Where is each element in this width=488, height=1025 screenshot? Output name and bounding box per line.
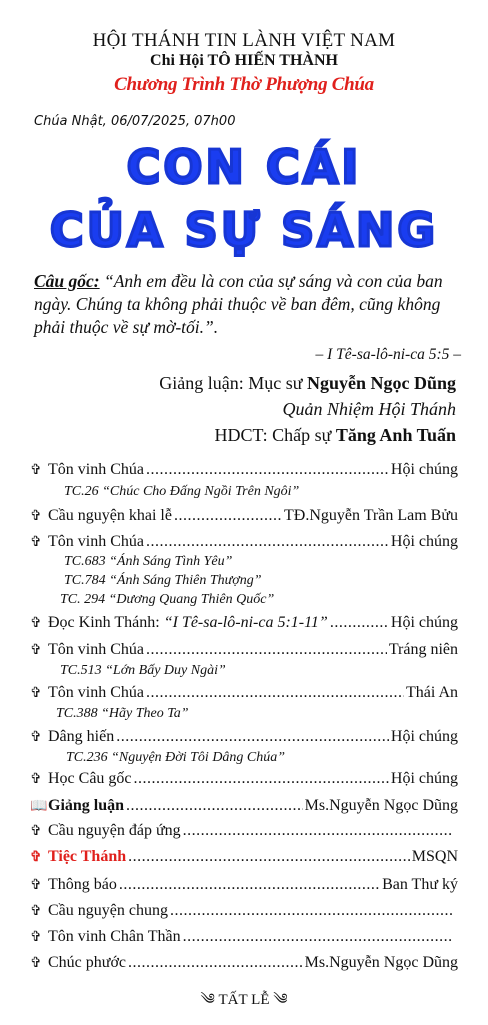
cross-icon: ✞ [30,730,42,745]
ornament-icon: ༄ [200,992,219,1008]
program-row: 📖 Giảng luận ..... Ms.Nguyễn Ngọc Dũng [30,797,458,815]
program-row: ✞ Chúc phước ..... Ms.Nguyễn Ngọc Dũng [30,954,458,972]
key-verse-text: “Anh em đều là con của sự sáng và con của ban ngày. Chúng ta không phải thuộc về ban đêm, cũng không phải thuộc về sự mờ-tối.”. [34,271,443,337]
program-row: ✞ Học Câu gốc ..... Hội chúng [30,770,458,788]
cross-icon: ✞ [30,956,42,971]
cross-icon: ✞ [30,643,42,658]
cross-icon: ✞ [30,904,42,919]
leader-name: Tăng Anh Tuấn [335,425,456,445]
leader-prefix: HDCT: Chấp sự [214,425,332,445]
key-verse-label: Câu gốc: [34,271,100,291]
program-row: ✞ Tôn vinh Chúa ..... Hội chúng [30,533,458,551]
ornament-icon: ༄ [269,992,288,1008]
program-row: ✞ Tôn vinh Chúa ..... Hội chúng [30,461,458,479]
program-row: ✞ Thông báo ..... Ban Thư ký [30,876,458,894]
preacher-line [159,373,456,394]
hymn: TC.784 “Ánh Sáng Thiên Thượng” [64,573,262,588]
book-icon: 📖 [30,799,48,814]
cross-icon: ✞ [30,616,42,631]
program-row: ✞ Cầu nguyện khai lễ ..... TĐ.Nguyễn Trần Lam Bửu [30,507,458,525]
preacher-name: Nguyễn Ngọc Dũng [306,373,456,393]
leader-line [215,425,456,446]
preacher-prefix: Giảng luận: Mục sư [159,373,303,393]
closing-text: TẤT LỄ [218,992,270,1008]
program-heading: Chương Trình Thờ Phượng Chúa [114,74,374,95]
hymn: TC.513 “Lớn Bấy Duy Ngài” [60,663,226,678]
cross-icon: ✞ [30,772,42,787]
sermon-title-line2: CỦA SỰ SÁNG [49,203,439,257]
key-verse-reference: – I Tê-sa-lô-ni-ca 5:5 – [315,346,461,363]
cross-icon: ✞ [30,878,42,893]
key-verse [34,270,462,339]
program-row: ✞ Đọc Kinh Thánh: “I Tê-sa-lô-ni-ca 5:1-11” ..... Hội chúng [30,614,458,632]
program-row: ✞ Tôn vinh Chân Thần ..... [30,928,454,946]
cross-icon: ✞ [30,824,42,839]
cross-icon: ✞ [30,535,42,550]
service-date: Chúa Nhật, 06/07/2025, 07h00 [34,114,236,129]
program-row: ✞ Cầu nguyện chung ..... [30,902,454,920]
cross-icon: ✞ [30,463,42,478]
cross-icon: ✞ [30,850,42,865]
program-row: ✞ Cầu nguyện đáp ứng ..... [30,822,454,840]
cross-icon: ✞ [30,509,42,524]
church-name: HỘI THÁNH TIN LÀNH VIỆT NAM [92,30,396,51]
hymn: TC.26 “Chúc Cho Đấng Ngồi Trên Ngôi” [64,484,300,499]
branch-name: Chi Hội TÔ HIẾN THÀNH [150,52,338,69]
closing [0,983,488,1025]
hymn: TC. 294 “Dương Quang Thiên Quốc” [60,592,275,607]
program-row: ✞ Tôn vinh Chúa ..... Thái An [30,684,458,702]
program-row: ✞ Tôn vinh Chúa ..... Tráng niên [30,641,458,659]
hymn: TC.236 “Nguyện Đời Tôi Dâng Chúa” [66,750,286,765]
hymn: TC.388 “Hãy Theo Ta” [56,706,189,721]
hymn: TC.683 “Ánh Sáng Tình Yêu” [64,554,233,569]
program-row: ✞ Dâng hiến ..... Hội chúng [30,728,458,746]
preacher-role: Quản Nhiệm Hội Thánh [282,399,456,419]
cross-icon: ✞ [30,686,42,701]
sermon-title-line1: CON CÁI [126,140,362,194]
program-row: ✞ Tiệc Thánh ..... MSQN [30,848,458,866]
cross-icon: ✞ [30,930,42,945]
